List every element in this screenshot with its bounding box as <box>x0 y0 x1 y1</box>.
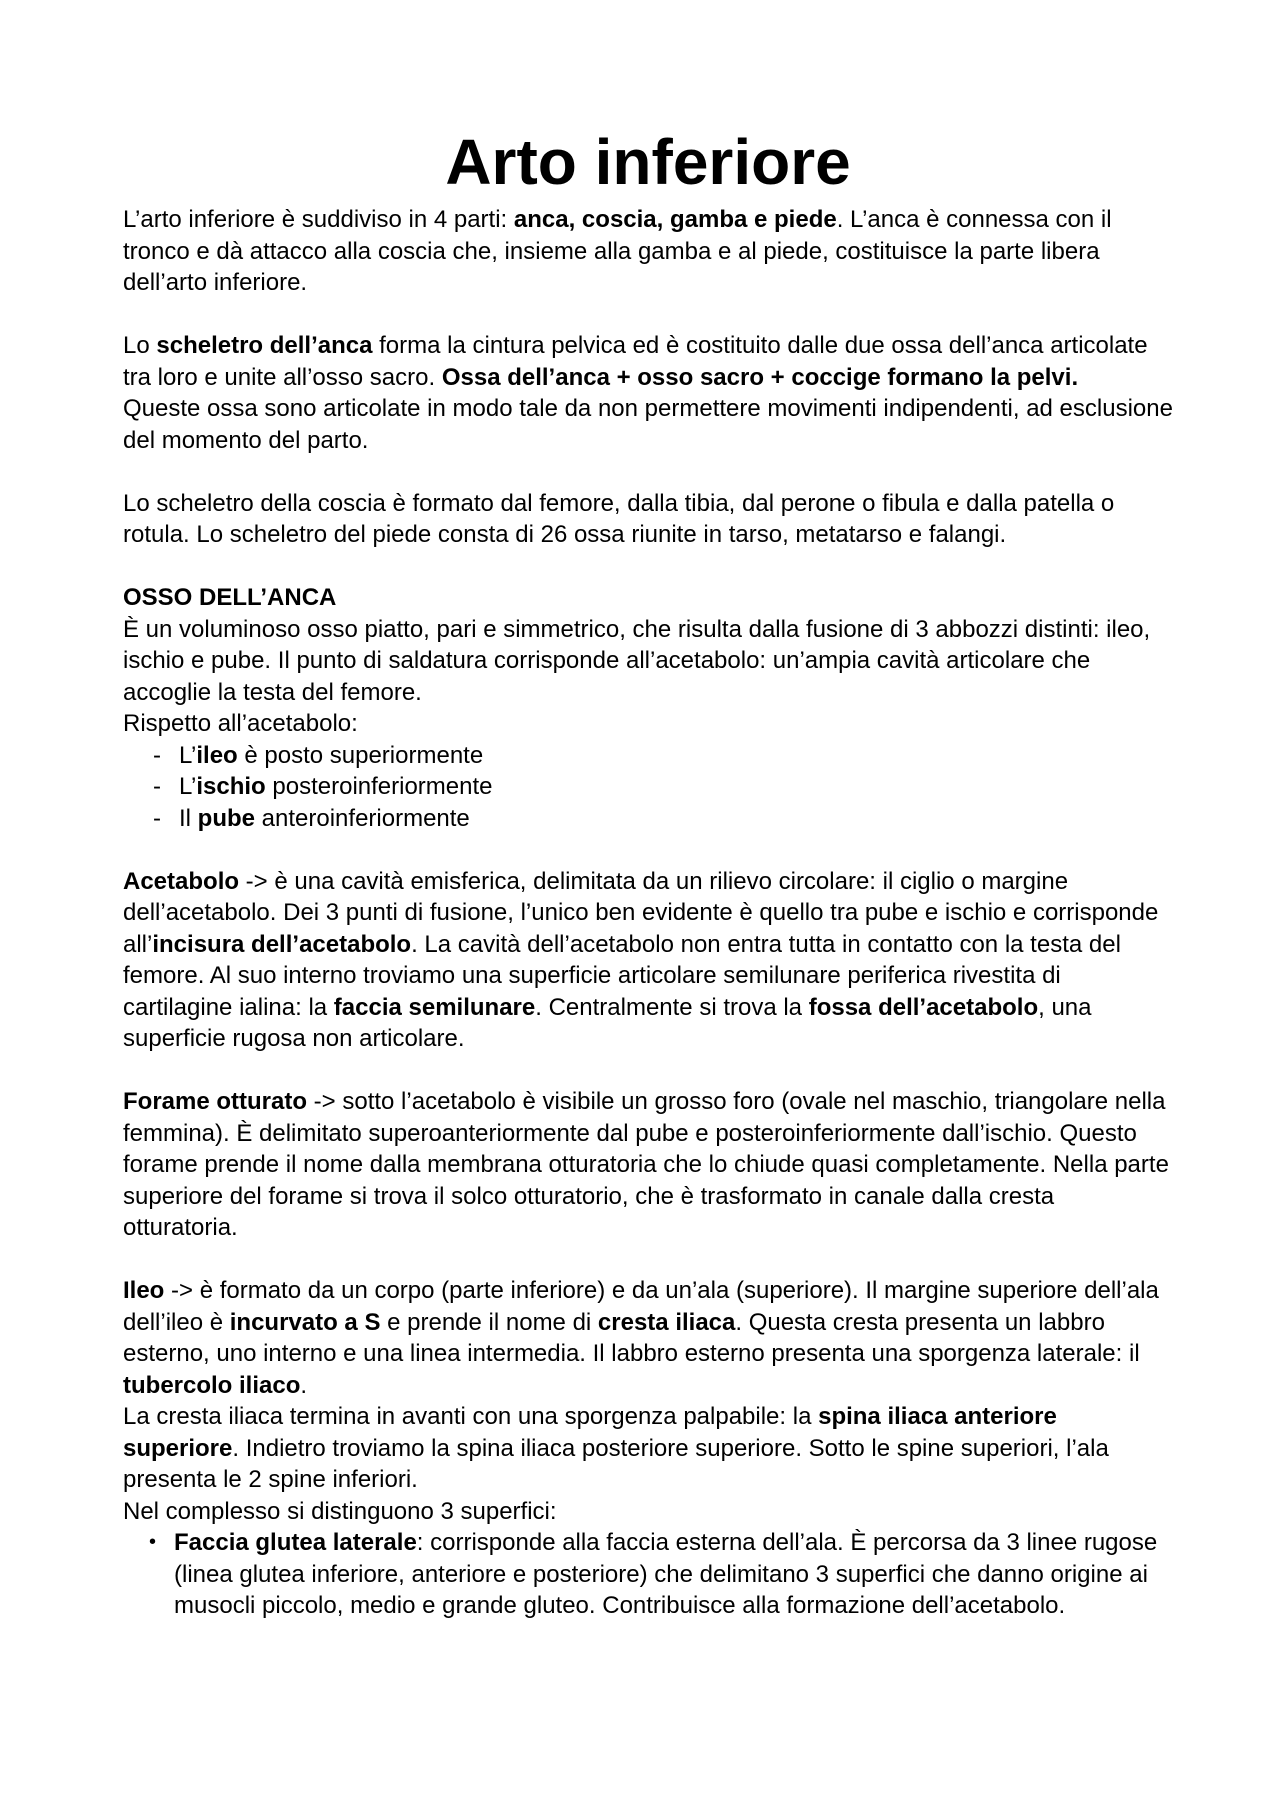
page-title: Arto inferiore <box>445 126 851 198</box>
scheletro-coscia-paragraph: Lo scheletro della coscia è formato dal femore, dalla tibia, dal perone o fibula e dalla patella o rotula. Lo scheletro del piede consta di 26 ossa riunite in tarso, metatarso e falangi. <box>123 489 1115 548</box>
list-item: - L’ischio posteroinferiormente <box>153 771 1173 803</box>
rispetto-acetabolo-paragraph: Rispetto all’acetabolo: <box>123 710 358 737</box>
dash-bullet: - <box>153 804 161 832</box>
ossa-articolate-paragraph: Queste ossa sono articolate in modo tale da non permettere movimenti indipendenti, ad esclusione del momento del parto. <box>123 395 1173 454</box>
osso-anca-paragraph: È un voluminoso osso piatto, pari e simmetrico, che risulta dalla fusione di 3 abbozzi distinti: ileo, ischio e pube. Il punto di saldatura corrisponde all’acetabolo: un’ampia cavità articolare che accoglie la testa del femore. <box>123 615 1151 706</box>
acetabolo-paragraph: Acetabolo -> è una cavità emisferica, delimitata da un rilievo circolare: il ciglio o margine dell’acetabolo. Dei 3 punti di fusione, l’unico ben evidente è quello tra pube e ischio e corrisponde all’incisura dell’acetabolo. La cavità dell’acetabolo non entra tutta in contatto con la testa del femore. Al suo interno troviamo una superficie articolare semilunare periferica rivestita di cartilagine ialina: la faccia semilunare. Centralmente si trova la fossa dell’acetabolo, una superficie rugosa non articolare. <box>123 867 1159 1052</box>
ileo-paragraph: Ileo -> è formato da un corpo (parte inferiore) e da un’ala (superiore). Il margine superiore dell’ala dell’ileo è incurvato a S e prende il nome di cresta iliaca. Questa cresta presenta un labbro esterno, uno interno e una linea intermedia. Il labbro esterno presenta una sporgenza laterale: il tubercolo iliaco. <box>123 1277 1159 1399</box>
scheletro-anca-paragraph: Lo scheletro dell’anca forma la cintura pelvica ed è costituito dalle due ossa dell’anca articolate tra loro e unite all’osso sacro. Ossa dell’anca + osso sacro + coccige formano la pelvi. <box>123 332 1148 391</box>
intro-paragraph: L’arto inferiore è suddiviso in 4 parti: anca, coscia, gamba e piede. L’anca è connessa con il tronco e dà attacco alla coscia che, insieme alla gamba e al piede, costituisce la parte libera dell’arto inferiore. <box>123 206 1112 296</box>
cresta-iliaca-paragraph: La cresta iliaca termina in avanti con una sporgenza palpabile: la spina iliaca anteriore superiore. Indietro troviamo la spina iliaca posteriore superiore. Sotto le spine superiori, l’ala presenta le 2 spine inferiori. <box>123 1403 1109 1493</box>
list-item: - L’ileo è posto superiormente <box>153 740 1173 772</box>
list-item: • Faccia glutea laterale: corrisponde alla faccia esterna dell’ala. È percorsa da 3 linee rugose (linea glutea inferiore, anteriore e posteriore) che delimitano 3 superfici che danno origine ai musocli piccolo, medio e grande gluteo. Contribuisce alla formazione dell’acetabolo. <box>149 1529 1158 1619</box>
forame-otturato-paragraph: Forame otturato -> sotto l’acetabolo è visibile un grosso foro (ovale nel maschio, triangolare nella femmina). È delimitato superoanteriormente dal pube e posteroinferiormente dall’ischio. Questo forame prende il nome dalla membrana otturatoria che lo chiude quasi completamente. Nella parte superiore del forame si trova il solco otturatorio, che è trasformato in canale dalla cresta otturatoria. <box>123 1088 1169 1241</box>
superfici-list <box>123 1527 1173 1622</box>
superfici-paragraph: Nel complesso si distinguono 3 superfici: <box>123 1497 557 1525</box>
section-heading-osso-anca: OSSO DELL’ANCA <box>123 584 337 611</box>
dot-bullet: • <box>149 1531 157 1553</box>
document-page <box>123 124 1173 1622</box>
acetabolo-position-list <box>123 740 1173 835</box>
dash-bullet: - <box>153 741 161 769</box>
dash-bullet: - <box>153 773 161 800</box>
list-item: - Il pube anteroinferiormente <box>153 803 1173 835</box>
